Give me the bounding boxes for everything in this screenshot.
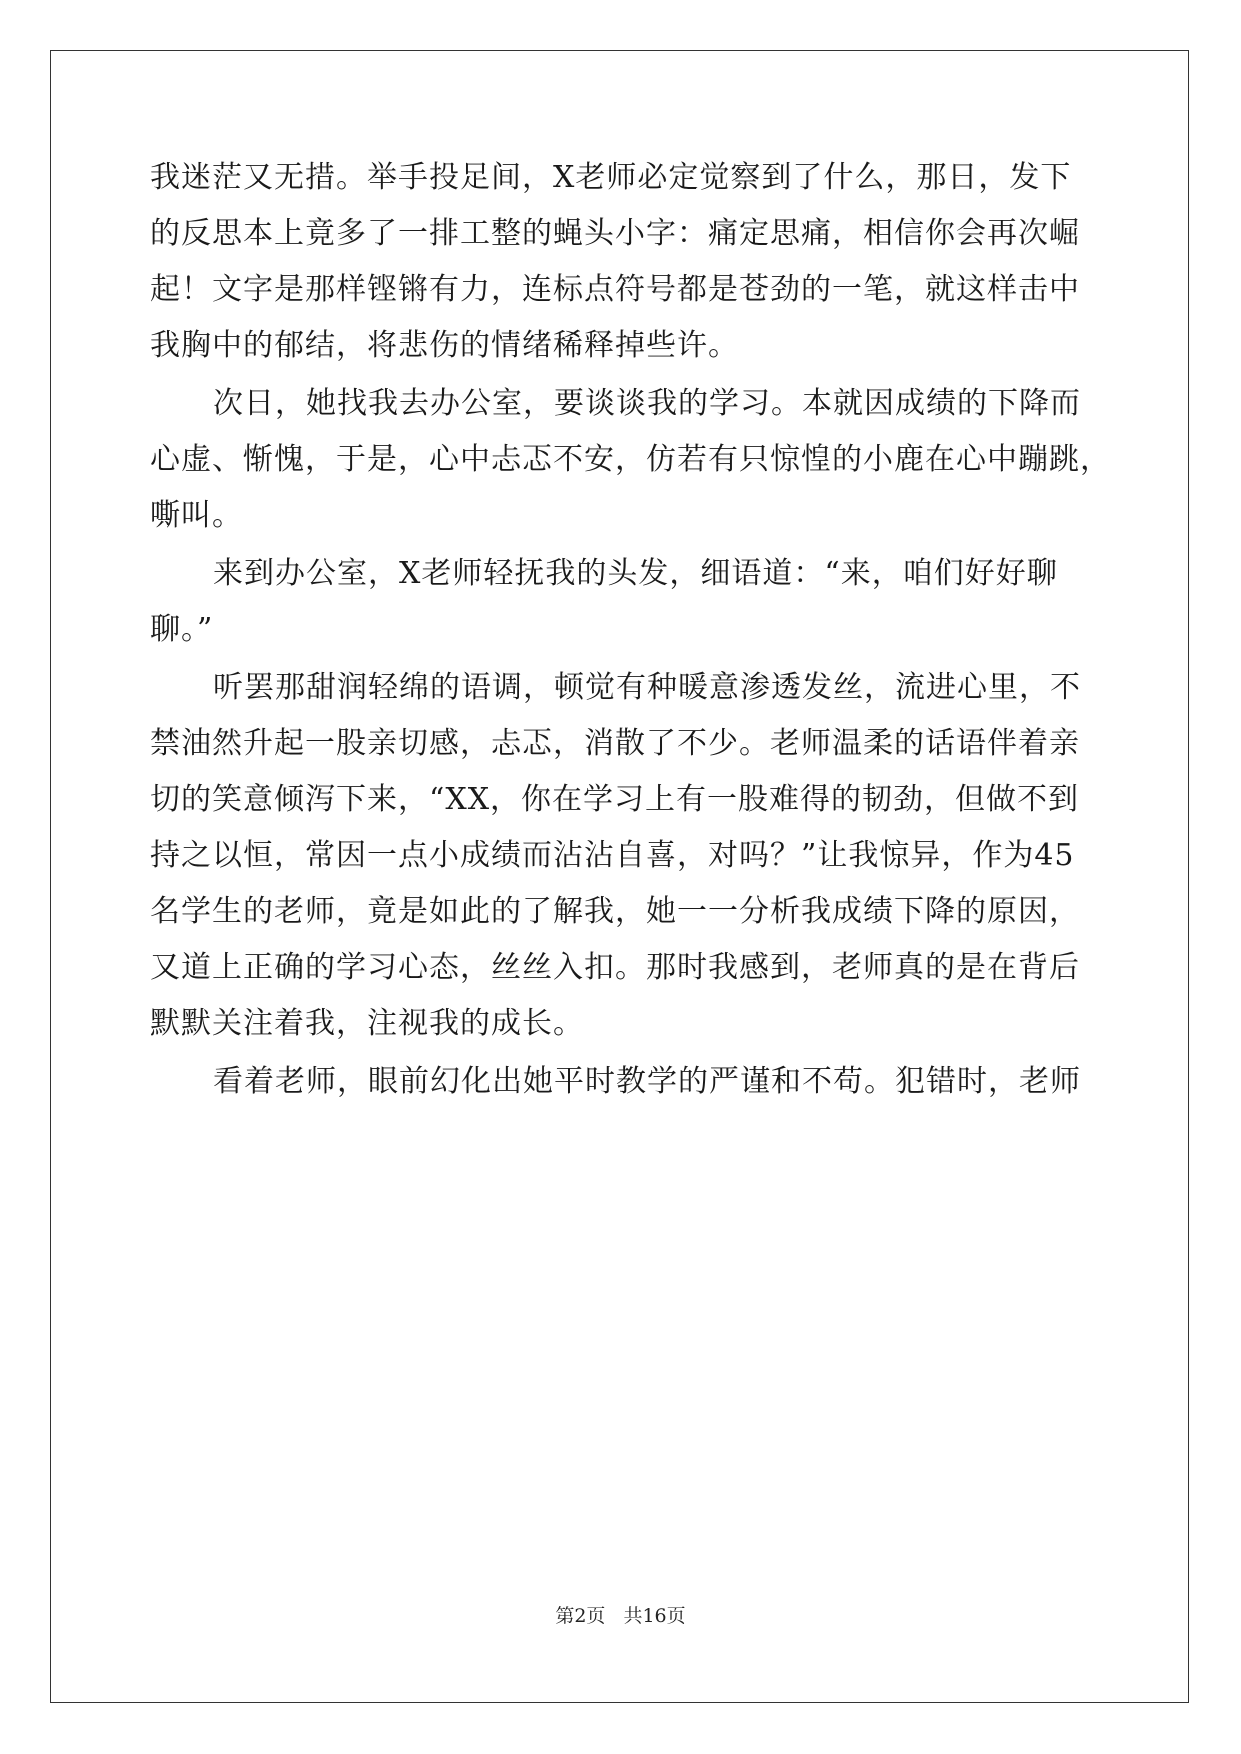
paragraph-2 — [150, 364, 1111, 556]
text-line: 持之以恒，常因一点小成绩而沾沾自喜，对吗？”让我惊异，作为45 — [150, 838, 1075, 873]
text-line: 默默关注着我，注视我的成长。 — [150, 1006, 584, 1041]
text-line: 心虚、惭愧，于是，心中忐忑不安，仿若有只惊惶的小鹿在心中蹦跳， — [150, 442, 1111, 477]
text-line: 嘶叫。 — [150, 498, 243, 533]
page-number: 第2页 — [555, 1605, 606, 1627]
text-line: 我胸中的郁结，将悲伤的情绪稀释掉些许。 — [150, 328, 739, 363]
paragraph-5 — [150, 1042, 1090, 1122]
text-line: 次日，她找我去办公室，要谈谈我的学习。本就因成绩的下降而 — [213, 386, 1081, 421]
page-footer — [0, 1601, 1241, 1628]
text-line: 又道上正确的学习心态，丝丝入扣。那时我感到，老师真的是在背后 — [150, 950, 1080, 985]
paragraph-4 — [150, 648, 1090, 1064]
text-line: 听罢那甜润轻绵的语调，顿觉有种暖意渗透发丝，流进心里，不 — [213, 670, 1081, 705]
text-line: 我迷茫又无措。举手投足间，X老师必定觉察到了什么，那日，发下 — [150, 160, 1072, 195]
paragraph-1 — [150, 138, 1090, 386]
text-line: 起！文字是那样铿锵有力，连标点符号都是苍劲的一笔，就这样击中 — [150, 272, 1080, 307]
text-line: 禁油然升起一股亲切感，忐忑，消散了不少。老师温柔的话语伴着亲 — [150, 726, 1080, 761]
text-line: 聊。” — [150, 612, 214, 647]
page-total: 共16页 — [623, 1605, 686, 1627]
text-line: 来到办公室，X老师轻抚我的头发，细语道：“来，咱们好好聊 — [213, 556, 1058, 591]
text-line: 切的笑意倾泻下来，“XX，你在学习上有一股难得的韧劲，但做不到 — [150, 782, 1080, 817]
document-body — [150, 160, 1111, 1122]
text-line: 看着老师，眼前幻化出她平时教学的严谨和不苟。犯错时，老师 — [213, 1064, 1081, 1099]
text-line: 名学生的老师，竟是如此的了解我，她一一分析我成绩下降的原因， — [150, 894, 1080, 929]
text-line: 的反思本上竟多了一排工整的蝇头小字：痛定思痛，相信你会再次崛 — [150, 216, 1080, 251]
